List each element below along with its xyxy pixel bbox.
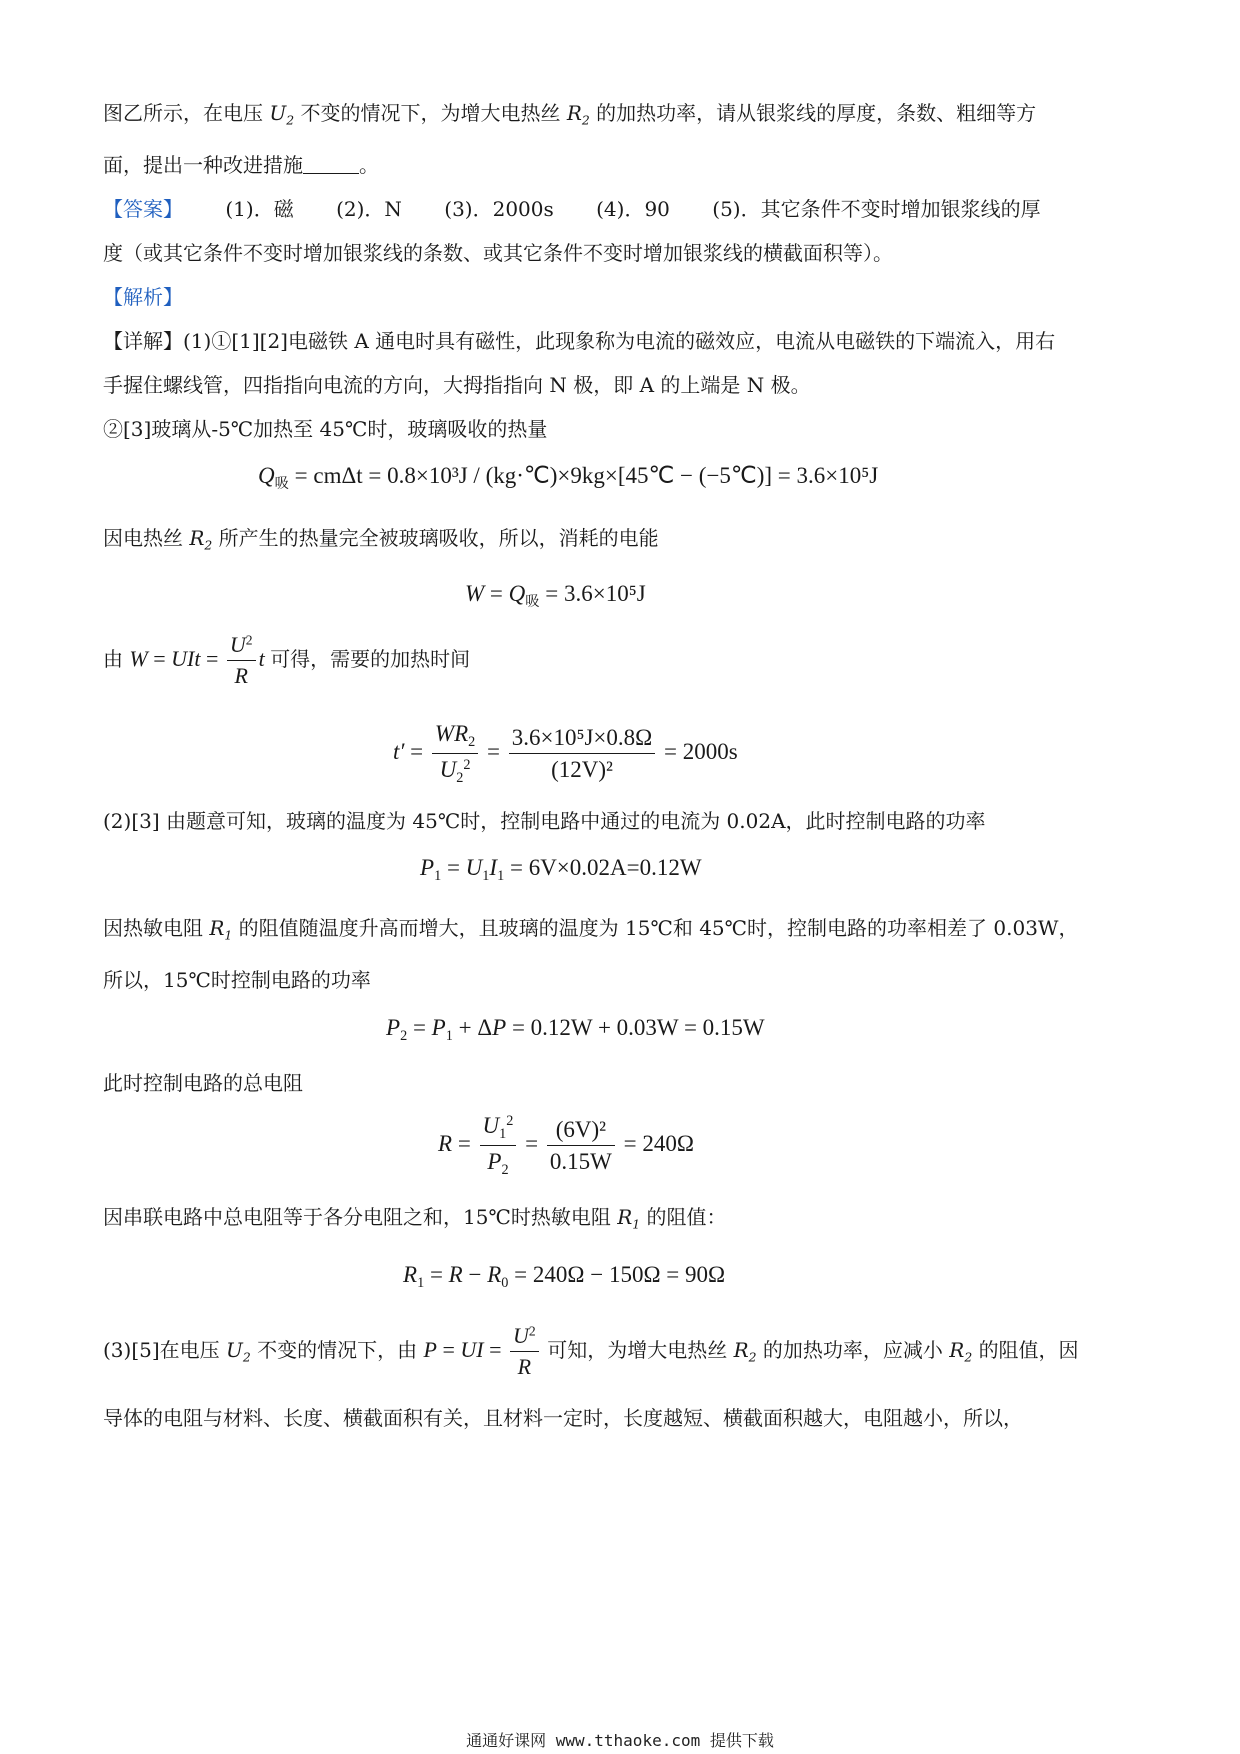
footer-source: 通通好课网 www.tthaoke.com 提供下载 [466, 1731, 774, 1750]
paragraph-total-resistance: 此时控制电路的总电阻 [103, 1071, 303, 1095]
var-r2: $R_2$ [566, 101, 590, 128]
answer-continued: 度（或其它条件不变时增加银浆线的条数、或其它条件不变时增加银浆线的横截面积等）。 [103, 241, 893, 265]
var-r2: $R_2$ [189, 526, 213, 553]
var-r2: $R_2$ [733, 1337, 757, 1365]
analysis-tag: 【解析】 [103, 285, 183, 309]
equation-p2: $P_2 = P_1 + \Delta P = 0.12W + 0.03W = 0.15W$ [386, 1015, 765, 1044]
var-r1: $R_1$ [209, 916, 233, 943]
answer-blank [303, 155, 359, 174]
paragraph-series: 因串联电路中总电阻等于各分电阻之和，15℃时热敏电阻 $R_1$ 的阻值： [103, 1205, 727, 1232]
var-u2: $U_2$ [269, 101, 295, 128]
answer-line: 【答案】 (1)．磁 (2)．N (3)．2000s (4)．90 (5)．其它条件不变时增加银浆线的厚 [103, 197, 1041, 221]
formula-pui: P = UI = $\frac{U^2}{R}$ [424, 1337, 548, 1362]
detail-line-3: ②[3]玻璃从-5℃加热至 45℃时，玻璃吸收的热量 [103, 417, 548, 441]
paragraph-power-15: 所以，15℃时控制电路的功率 [103, 968, 371, 992]
var-u2: $U_2$ [226, 1337, 251, 1365]
detail-line-2: 手握住螺线管，四指指向电流的方向，大拇指指向 N 极，即 A 的上端是 N 极。 [103, 373, 811, 397]
paragraph-part3: (3)[5]在电压 $U_2$ 不变的情况下，由 P = UI = $\frac{U^2}{R}$ 可知，为增大电热丝 $R_2$ 的加热功率，应减小 $R_2$ 的阻值，因 [103, 1323, 1079, 1380]
paragraph-time: 由 W = UIt = $\frac{U^2}{R}$ t 可得，需要的加热时间 [103, 632, 471, 689]
var-r1: $R_1$ [617, 1205, 641, 1232]
paragraph-energy: 因电热丝 $R_2$ 所产生的热量完全被玻璃吸收，所以，消耗的电能 [103, 526, 659, 553]
detail-tag: 【详解】 [103, 329, 183, 353]
paragraph-conductor: 导体的电阻与材料、长度、横截面积有关，且材料一定时，长度越短、横截面积越大，电阻越小，所以， [103, 1406, 1023, 1430]
formula-wuit: W = UIt = $\frac{U^2}{R}$ t [129, 632, 265, 689]
equation-energy: $W = Q_吸 = 3.6\times 10^5J$ [465, 581, 646, 610]
paragraph-part2: (2)[3] 由题意可知，玻璃的温度为 45℃时，控制电路中通过的电流为 0.02A，此时控制电路的功率 [103, 809, 986, 833]
question-line-1: 图乙所示，在电压 $U_2$ 不变的情况下，为增大电热丝 $R_2$ 的加热功率，请从银浆线的厚度，条数、粗细等方 [103, 101, 1037, 128]
detail-line-1: 【详解】(1)①[1][2]电磁铁 A 通电时具有磁性，此现象称为电流的磁效应，电流从电磁铁的下端流入，用右 [103, 329, 1056, 353]
equation-time: t′ = $\frac{WR_2}{U_2^2}$ = $\frac{\text{3.6×10⁵J×0.8Ω}}{\text{(12V)²}}$ = 2000s [393, 721, 738, 787]
equation-r1: $R_1 = R - R_0 = 240\Omega - 150\Omega = 90\Omega$ [403, 1262, 726, 1291]
paragraph-thermistor: 因热敏电阻 $R_1$ 的阻值随温度升高而增大，且玻璃的温度为 15℃和 45℃时，控制电路的功率相差了 0.03W， [103, 916, 1079, 943]
equation-p1: $P_1 = U_1I_1 = 6V\times 0.02A=0.12W$ [420, 855, 702, 884]
var-r2: $R_2$ [949, 1337, 973, 1365]
equation-total-r: R = $\frac{U_1^2}{P_2}$ = $\frac{\text{(6V)²}}{0.15W}$ = 240Ω [438, 1113, 694, 1179]
question-line-2: 面，提出一种改进措施 。 [103, 153, 379, 177]
answer-tag: 【答案】 [103, 197, 183, 221]
equation-heat: $Q_吸 = cm\Delta t = 0.8\times 10^3J$ / (kg·℃)×9kg×[45℃ − (−5℃)] = 3.6×10⁵J [258, 463, 879, 492]
